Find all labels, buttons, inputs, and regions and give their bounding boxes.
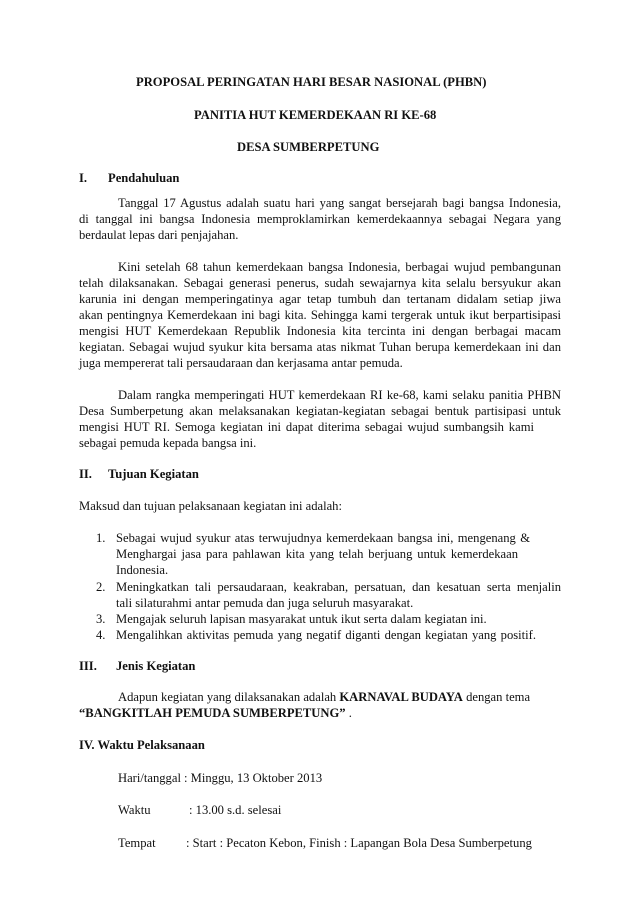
list-item-number: 1. bbox=[96, 531, 106, 545]
section-3-text: dengan tema bbox=[466, 690, 531, 704]
section-1-p1-line: berdaulat lepas dari penjajahan. bbox=[79, 228, 239, 242]
list-item-number: 4. bbox=[96, 628, 106, 642]
section-4-title: IV. Waktu Pelaksanaan bbox=[79, 738, 205, 752]
section-1-number: I. bbox=[79, 171, 88, 185]
section-3-number: III. bbox=[79, 659, 97, 673]
schedule-value-time: : 13.00 s.d. selesai bbox=[189, 803, 282, 817]
list-item-number: 2. bbox=[96, 580, 106, 594]
schedule-value-date: : Minggu, 13 Oktober 2013 bbox=[184, 771, 323, 785]
section-1-p2-line: kegiatan. Sebagai wujud syukur kita bersama atas nikmat Tuhan berupa kemerdekaan ini dan bbox=[79, 340, 561, 354]
section-1-p2-line: akan pentingnya Kemerdekaan ini bagi kita. Sehingga kami tergerak untuk ikut berpartisipasi bbox=[79, 308, 561, 322]
event-theme: “BANGKITLAH PEMUDA SUMBERPETUNG” bbox=[79, 706, 346, 720]
section-3-line-1 bbox=[118, 690, 530, 705]
section-2-number: II. bbox=[79, 467, 92, 481]
list-item-line: Indonesia. bbox=[116, 563, 169, 577]
section-1-p3-line: Dalam rangka memperingati HUT kemerdekaan RI ke-68, kami selaku panitia PHBN bbox=[118, 388, 561, 402]
doc-title-line-2: PANITIA HUT KEMERDEKAAN RI KE-68 bbox=[194, 108, 437, 122]
list-item-number: 3. bbox=[96, 612, 106, 626]
list-item-line: Mengalihkan aktivitas pemuda yang negatif diganti dengan kegiatan yang positif. bbox=[116, 628, 536, 642]
event-name: KARNAVAL BUDAYA bbox=[339, 690, 463, 704]
section-1-p3-line: Desa Sumberpetung akan melaksanakan kegiatan-kegiatan sebagai bentuk partisipasi untuk bbox=[79, 404, 561, 418]
section-3-text: . bbox=[348, 706, 352, 720]
section-3-text: Adapun kegiatan yang dilaksanakan adalah bbox=[118, 690, 337, 704]
doc-title-line-3: DESA SUMBERPETUNG bbox=[237, 140, 380, 154]
schedule-label-date: Hari/tanggal bbox=[118, 771, 181, 785]
doc-title-line-1: PROPOSAL PERINGATAN HARI BESAR NASIONAL (PHBN) bbox=[136, 75, 487, 89]
section-1-p3-line: mengisi HUT RI. Semoga kegiatan ini dapat diterima sebagai wujud sumbangsih kami bbox=[79, 420, 534, 434]
list-item-line: tali silaturahmi antar pemuda dan juga seluruh masyarakat. bbox=[116, 596, 414, 610]
section-1-p2-line: karunia ini dengan memperingatinya agar tetap tumbuh dan tertanam didalam setiap jiwa bbox=[79, 292, 561, 306]
section-2-title: Tujuan Kegiatan bbox=[108, 467, 199, 481]
schedule-value-place: : Start : Pecaton Kebon, Finish : Lapangan Bola Desa Sumberpetung bbox=[186, 836, 532, 850]
section-1-p2-line: Kini setelah 68 tahun kemerdekaan bangsa Indonesia, berbagai wujud pembangunan bbox=[118, 260, 561, 274]
section-3-line-2 bbox=[79, 706, 352, 721]
schedule-label-place: Tempat bbox=[118, 836, 156, 850]
section-2-intro: Maksud dan tujuan pelaksanaan kegiatan ini adalah: bbox=[79, 499, 342, 513]
section-3-title: Jenis Kegiatan bbox=[116, 659, 196, 673]
section-1-p2-line: mengisi HUT Kemerdekaan Republik Indonesia kita tercinta ini dengan berbagai macam bbox=[79, 324, 561, 338]
section-1-title: Pendahuluan bbox=[108, 171, 180, 185]
list-item-line: Meningkatkan tali persaudaraan, keakraban, persatuan, dan kesatuan serta menjalin bbox=[116, 580, 561, 594]
section-1-p3-line: sebagai pemuda kepada bangsa ini. bbox=[79, 436, 257, 450]
section-1-p1-line: di tanggal ini bangsa Indonesia memproklamirkan kemerdekaannya sebagai Negara yang bbox=[79, 212, 561, 226]
list-item-line: Menghargai jasa para pahlawan kita yang telah berjuang untuk kemerdekaan bbox=[116, 547, 518, 561]
section-1-p2-line: telah dilaksanakan. Sebagai generasi penerus, sudah sewajarnya kita selalu bersyukur akan bbox=[79, 276, 561, 290]
schedule-label-time: Waktu bbox=[118, 803, 151, 817]
list-item-line: Mengajak seluruh lapisan masyarakat untuk ikut serta dalam kegiatan ini. bbox=[116, 612, 487, 626]
list-item-line: Sebagai wujud syukur atas terwujudnya kemerdekaan bangsa ini, mengenang & bbox=[116, 531, 530, 545]
section-1-p1-line: Tanggal 17 Agustus adalah suatu hari yang sangat bersejarah bagi bangsa Indonesia, bbox=[118, 196, 561, 210]
section-1-p2-line: juga mempererat tali persaudaraan dan kerjasama antar pemuda. bbox=[79, 356, 403, 370]
